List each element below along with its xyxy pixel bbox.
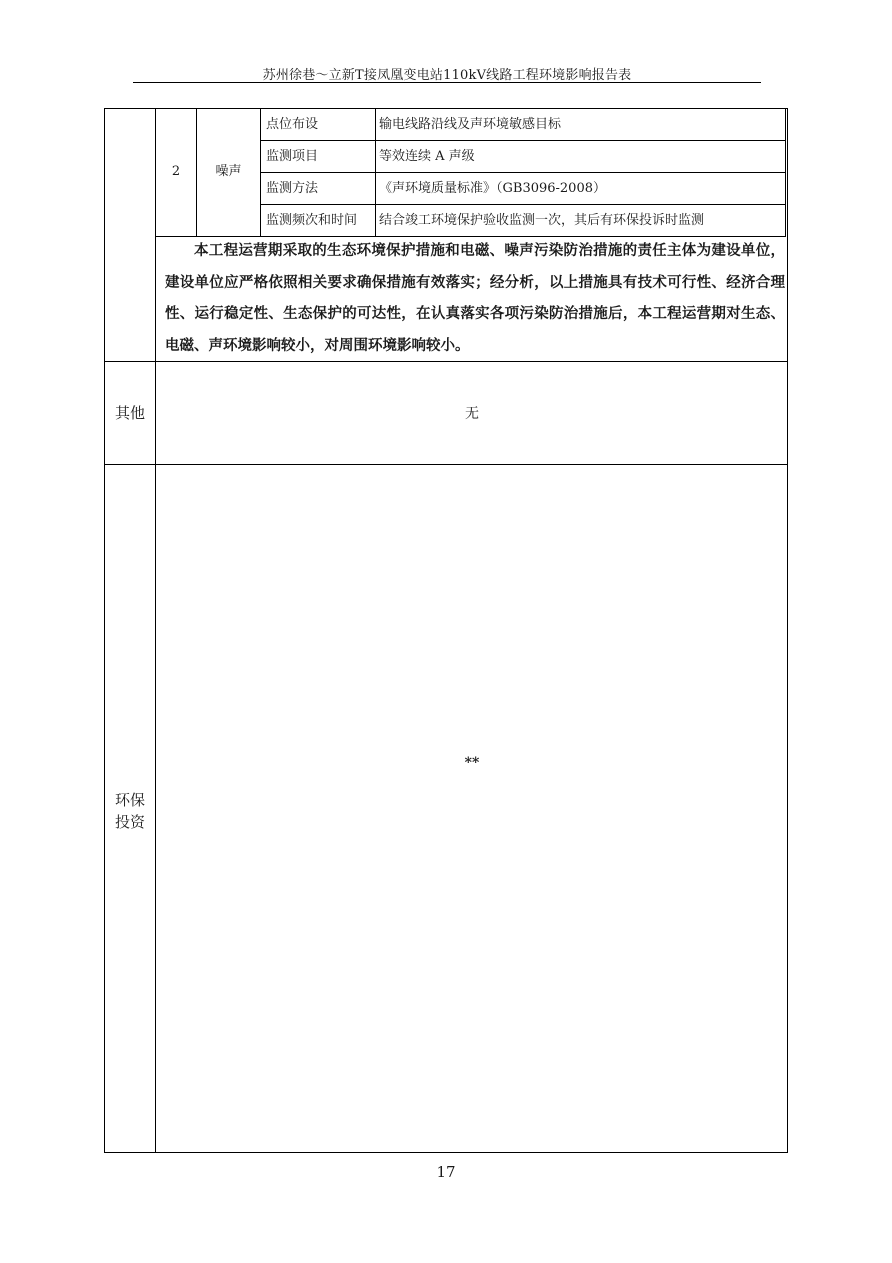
operation-summary-paragraph: 本工程运营期采取的生态环境保护措施和电磁、噪声污染防治措施的责任主体为建设单位，建设单位应严格依照相关要求确保措施有效落实；经分析，以上措施具有技术可行性、经济合理性、运行稳定性、生态保护的可达性，在认真落实各项污染防治措施后，本工程运营期对生态、电磁、声环境影响较小，对周围环境影响较小。 xyxy=(165,243,785,354)
page-number: 17 xyxy=(436,1163,456,1181)
monitor-row-value: 等效连续 A 声级 xyxy=(379,149,475,164)
monitor-row-label: 监测项目 xyxy=(266,149,319,164)
monitor-row-divider-2 xyxy=(260,172,785,173)
monitor-row-divider-3 xyxy=(260,204,785,205)
monitor-row-value: 《声环境质量标准》（GB3096-2008） xyxy=(379,181,606,196)
other-label: 其他 xyxy=(114,404,145,422)
monitor-col-divider-4 xyxy=(785,108,786,236)
report-header: 苏州徐巷～立新T接凤凰变电站110kV线路工程环境影响报告表 xyxy=(262,68,632,83)
monitor-index: 2 xyxy=(171,164,181,179)
row-divider-other xyxy=(104,361,788,362)
row-divider-investment xyxy=(104,464,788,465)
investment-label: 环保投资 xyxy=(114,791,145,831)
monitor-row-value: 输电线路沿线及声环境敏感目标 xyxy=(379,117,562,132)
investment-value: ** xyxy=(464,755,480,771)
monitor-row-value: 结合竣工环境保护验收监测一次，其后有环保投诉时监测 xyxy=(379,213,705,228)
monitor-row-label: 监测方法 xyxy=(266,181,319,196)
left-column-divider xyxy=(155,108,156,1153)
other-value: 无 xyxy=(465,406,479,422)
monitor-factor: 噪声 xyxy=(215,164,242,179)
monitor-row-label: 点位布设 xyxy=(266,117,319,132)
header-divider xyxy=(133,82,761,83)
monitor-row-label: 监测频次和时间 xyxy=(266,213,358,228)
monitor-row-divider-1 xyxy=(260,140,785,141)
